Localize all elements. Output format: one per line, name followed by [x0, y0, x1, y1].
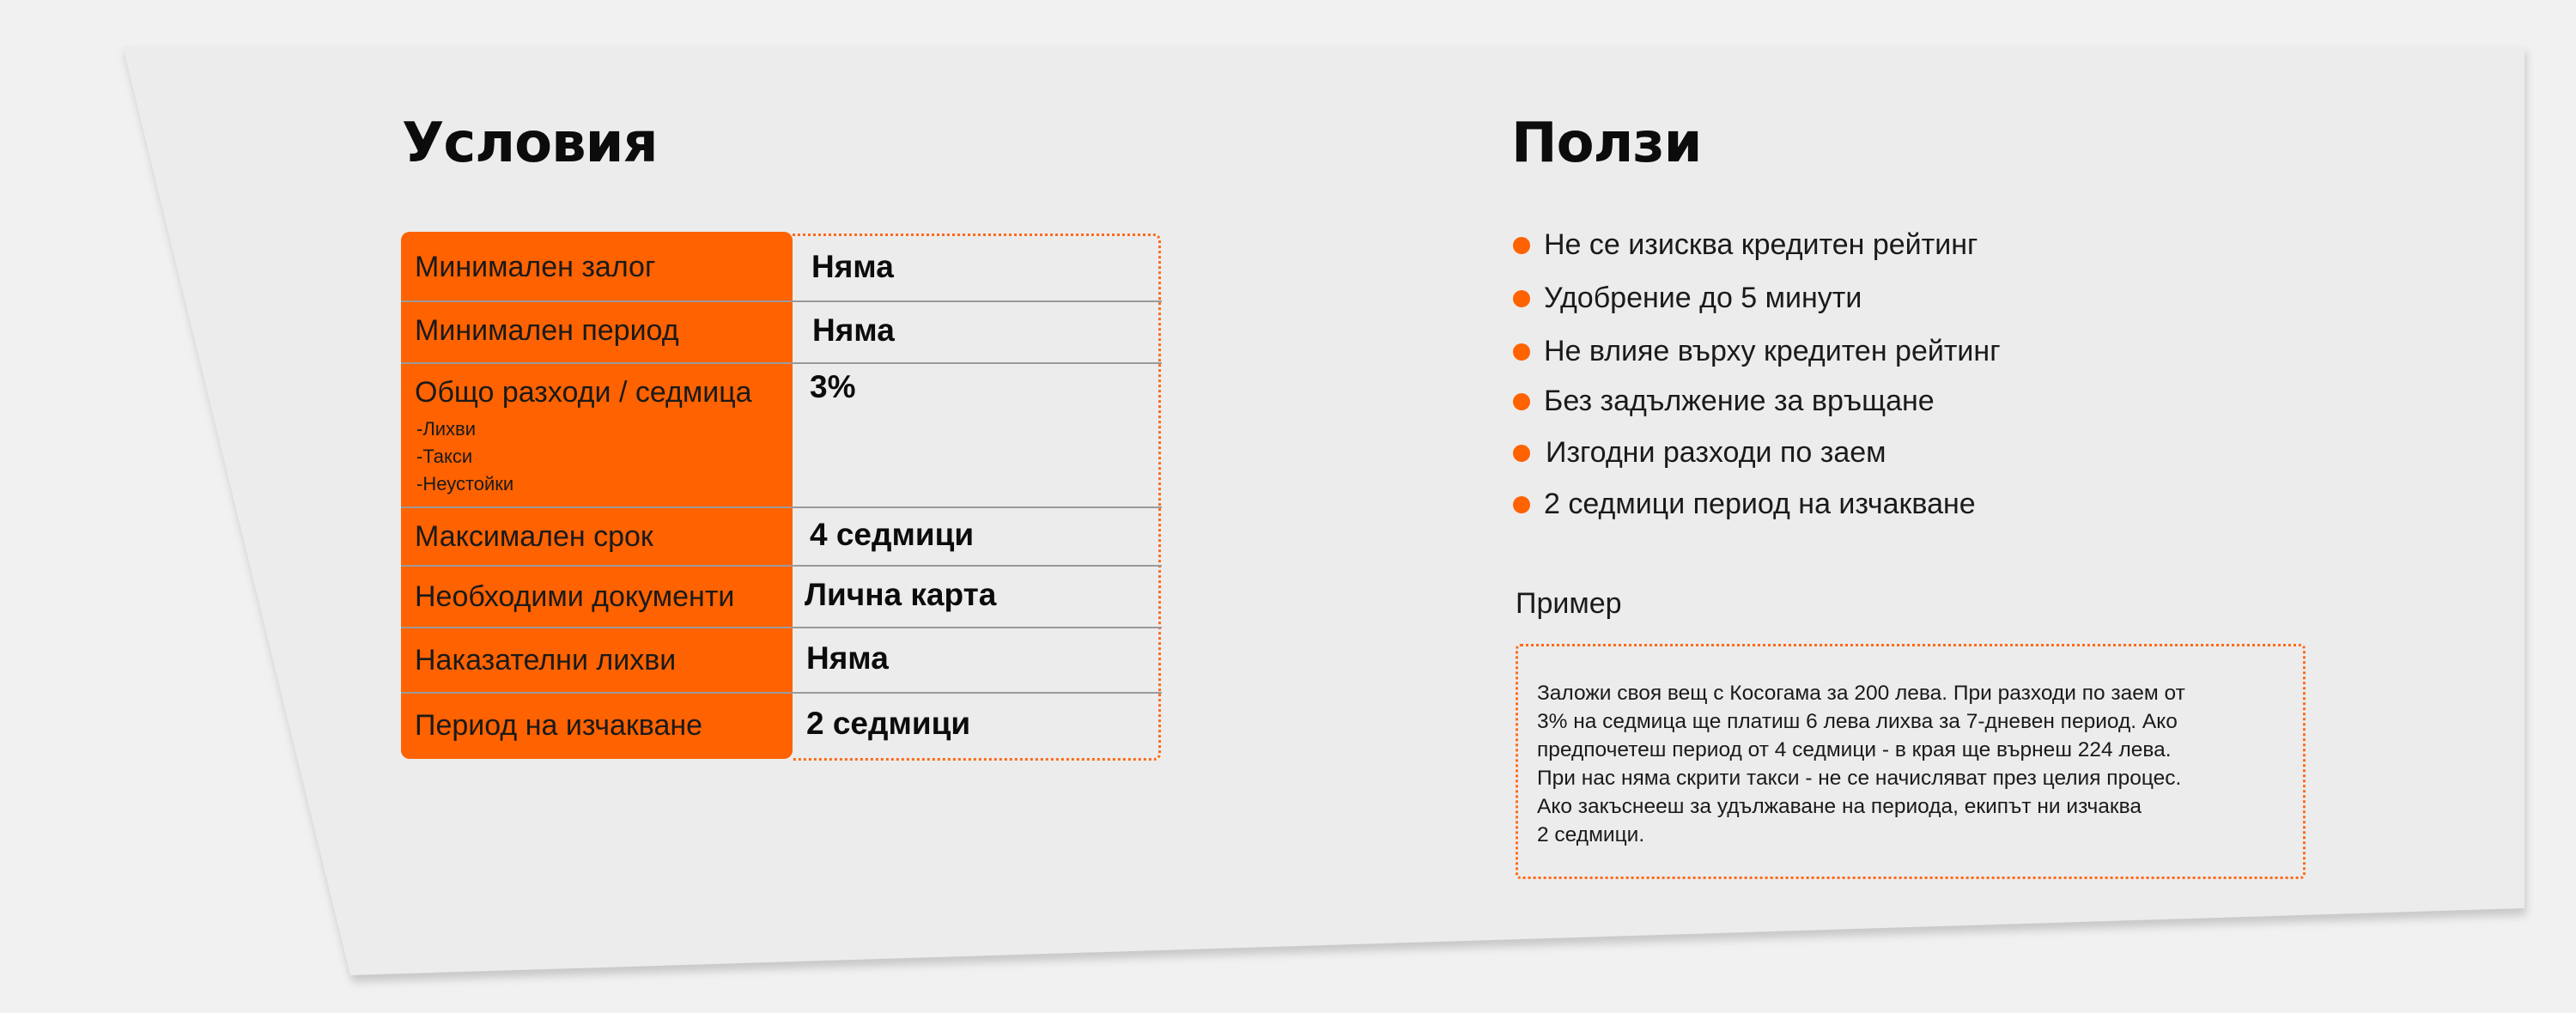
terms-title: Условия	[402, 112, 658, 175]
orange-dot-icon	[1513, 496, 1530, 513]
terms-row-value: Няма	[811, 249, 894, 284]
terms-row-value: Няма	[812, 312, 895, 348]
cost-breakdown-item: -Лихви	[416, 418, 477, 440]
terms-row-total-cost	[401, 362, 1162, 508]
orange-dot-icon	[1513, 237, 1530, 254]
benefit-text: Изгодни разходи по заем	[1546, 436, 1886, 469]
terms-row-min-deposit	[401, 232, 1162, 302]
terms-row-penalty-interest	[401, 627, 1162, 694]
benefit-text: Удобрение до 5 минути	[1544, 282, 1862, 314]
benefit-text: Не се изисква кредитен рейтинг	[1544, 228, 1978, 261]
example-box	[1516, 644, 2306, 879]
cost-breakdown	[416, 416, 513, 498]
terms-row-label: Минимален период	[415, 314, 679, 347]
benefits-title: Ползи	[1511, 112, 1702, 175]
terms-row-label: Необходими документи	[415, 580, 735, 613]
terms-row-label: Период на изчакване	[415, 709, 703, 742]
terms-row-min-period	[401, 300, 1162, 364]
terms-row-value: 2 седмици	[806, 706, 971, 741]
benefit-text: Не влияе върху кредитен рейтинг	[1544, 335, 2001, 367]
terms-row-label: Минимален залог	[415, 251, 656, 283]
terms-row-value: Няма	[806, 640, 889, 676]
orange-dot-icon	[1513, 393, 1530, 410]
orange-dot-icon	[1513, 445, 1530, 462]
terms-row-label: Общо разходи / седмица	[415, 376, 752, 409]
terms-row-label: Наказателни лихви	[415, 644, 677, 676]
cost-breakdown-item: -Такси	[416, 446, 473, 467]
terms-row-value: 3%	[810, 369, 856, 404]
cost-breakdown-item: -Неустойки	[416, 473, 514, 494]
example-title: Пример	[1516, 587, 1622, 620]
terms-row-value: Лична карта	[805, 577, 997, 612]
terms-row-label: Максимален срок	[415, 520, 653, 553]
orange-dot-icon	[1513, 290, 1530, 307]
benefit-text: Без задължение за връщане	[1544, 385, 1935, 417]
terms-row-documents	[401, 565, 1162, 628]
example-text: Заложи своя вещ с Косогама за 200 лева. При разходи по заем от 3% на седмица ще платиш 6 лева лихва за 7-дневен период. Ако предпочетеш период от 4 седмици - в края ще върнеш 224 лева. При нас няма скрити такси - не се начисляват през целия процес. Ако закъснееш за удължаване на периода, екипът ни изчаква 2 седмици.	[1537, 682, 2185, 846]
terms-row-grace-period	[401, 692, 1162, 757]
terms-row-value: 4 седмици	[810, 517, 975, 552]
terms-row-max-term	[401, 506, 1162, 567]
benefit-text: 2 седмици период на изчакване	[1544, 488, 1976, 520]
orange-dot-icon	[1513, 343, 1530, 361]
